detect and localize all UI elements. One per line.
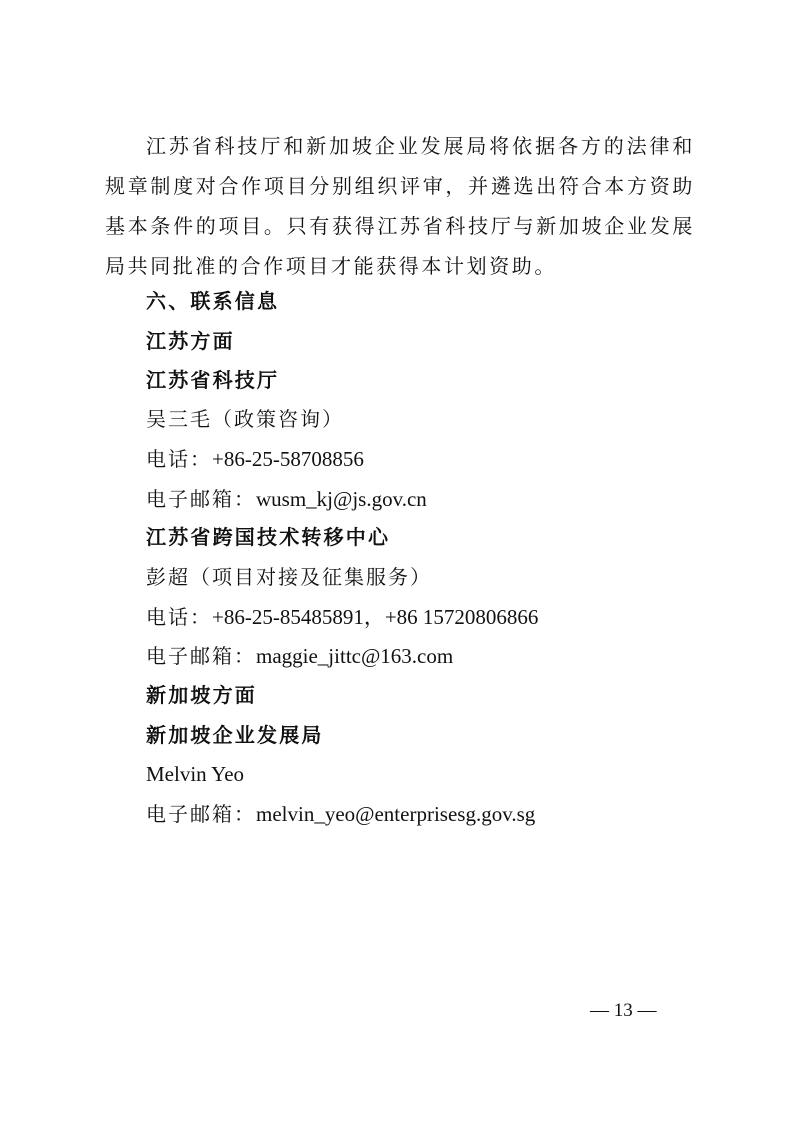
phone-number: +86-25-85485891，+86 15720806866 [212,605,539,629]
jiangsu-heading: 江苏方面 [146,329,235,353]
email-label: 电子邮箱： [146,802,256,826]
singapore-dept-contact: Melvin Yeo [146,762,245,786]
jiangsu-dept2-name: 江苏省跨国技术转移中心 [146,525,391,549]
section-heading: 六、联系信息 [146,289,280,313]
email-label: 电子邮箱： [146,487,256,511]
phone-number: +86-25-58708856 [212,447,364,471]
jiangsu-dept2-contact: 彭超（项目对接及征集服务） [146,565,432,589]
body-paragraph: 江苏省科技厅和新加坡企业发展局将依据各方的法律和规章制度对合作项目分别组织评审，并遴选出符合本方资助基本条件的项目。只有获得江苏省科技厅与新加坡企业发展局共同批准的合作项目才能获得本计划资助。 [105,134,695,278]
email-address: wusm_kj@js.gov.cn [256,487,427,511]
jiangsu-dept2-phone-line [146,603,538,631]
jiangsu-dept1-email-line [146,485,427,513]
jiangsu-dept2-email-line [146,642,453,670]
singapore-dept-name: 新加坡企业发展局 [146,723,324,747]
jiangsu-dept1-contact: 吴三毛（政策咨询） [146,407,344,431]
jiangsu-dept1-name: 江苏省科技厅 [146,368,280,392]
singapore-heading: 新加坡方面 [146,683,257,707]
singapore-dept-email-line [146,800,535,828]
jiangsu-dept1-phone-line [146,445,364,473]
email-address: maggie_jittc@163.com [256,644,454,668]
phone-label: 电话： [146,605,212,629]
page-number: — 13 — [590,1000,657,1021]
email-label: 电子邮箱： [146,644,256,668]
email-address: melvin_yeo@enterprisesg.gov.sg [256,802,536,826]
phone-label: 电话： [146,447,212,471]
